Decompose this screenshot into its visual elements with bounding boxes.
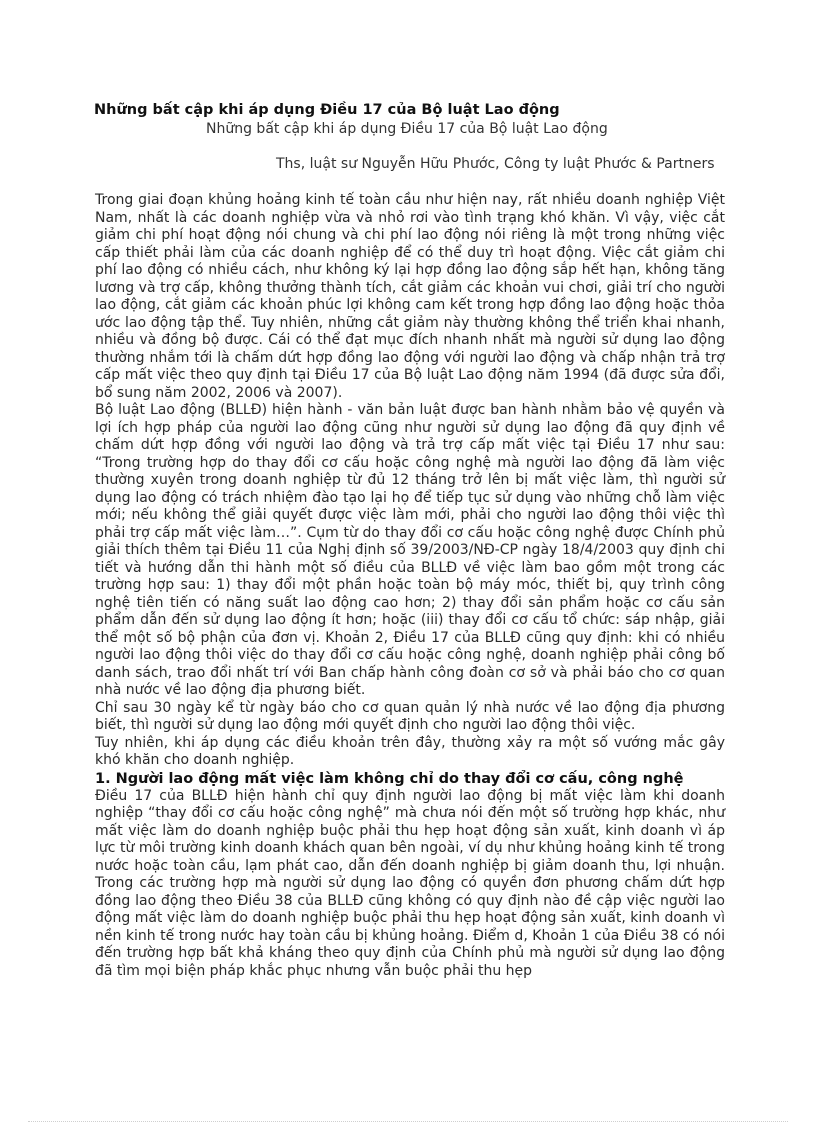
document-body (95, 192, 725, 980)
paragraph-issues: Tuy nhiên, khi áp dụng các điều khoản trên đây, thường xảy ra một số vướng mắc gây khó khăn cho doanh nghiệp. (95, 734, 725, 768)
document-subtitle: Những bất cập khi áp dụng Điều 17 của Bộ luật Lao động (206, 121, 608, 137)
paragraph-article-17: Bộ luật Lao động (BLLĐ) hiện hành - văn bản luật được ban hành nhằm bảo vệ quyền và lợi ích hợp pháp của người lao động cũng như người sử dụng lao động đã quy định về chấm dứt hợp đồng với người lao động và trả trợ cấp mất việc tại Điều 17 như sau: “Trong trường hợp do thay đổi cơ cấu hoặc công nghệ mà người lao động đã làm việc thường xuyên trong doanh nghiệp từ đủ 12 tháng trở lên bị mất việc làm, thì người sử dụng lao động có trách nhiệm đào tạo lại họ để tiếp tục sử dụng vào những chỗ làm việc mới; nếu không thể giải quyết được việc làm mới, phải cho người lao động thôi việc thì phải trợ cấp mất việc làm…”. Cụm từ do thay đổi cơ cấu hoặc công nghệ được Chính phủ giải thích thêm tại Điều 11 của Nghị định số 39/2003/NĐ-CP ngày 18/4/2003 quy định chi tiết và hướng dẫn thi hành một số điều của BLLĐ về việc làm bao gồm một trong các trường hợp sau: 1) thay đổi một phần hoặc toàn bộ máy móc, thiết bị, quy trình công nghệ tiên tiến có năng suất lao động cao hơn; 2) thay đổi sản phẩm hoặc cơ cấu sản phẩm dẫn đến sử dụng lao động ít hơn; hoặc (iii) thay đổi cơ cấu tổ chức: sáp nhập, giải thể một số bộ phận của đơn vị. Khoản 2, Điều 17 của BLLĐ cũng quy định: khi có nhiều người lao động thôi việc do thay đổi cơ cấu hoặc công nghệ, doanh nghiệp phải công bố danh sách, trao đổi nhất trí với Ban chấp hành công đoàn cơ sở và phải báo cho cơ quan nhà nước về lao động địa phương biết. (95, 402, 725, 698)
document-title: Những bất cập khi áp dụng Điều 17 của Bộ luật Lao động (94, 102, 560, 118)
section-heading: 1. Người lao động mất việc làm không chỉ do thay đổi cơ cấu, công nghệ (95, 770, 684, 787)
paragraph-intro: Trong giai đoạn khủng hoảng kinh tế toàn cầu như hiện nay, rất nhiều doanh nghiệp Việt Nam, nhất là các doanh nghiệp vừa và nhỏ rơi vào tình trạng khó khăn. Vì vậy, việc cắt giảm chi phí hoạt động nói chung và chi phí lao động nói riêng là một trong những việc cấp thiết phải làm của các doanh nghiệp để có thể duy trì hoạt động. Việc cắt giảm chi phí lao động có nhiều cách, như không ký lại hợp đồng lao động sắp hết hạn, không tăng lương và trợ cấp, không thưởng thành tích, cắt giảm các khoản vui chơi, giải trí cho người lao động, cắt giảm các khoản phúc lợi không cam kết trong hợp đồng lao động hoặc thỏa ước lao động tập thể. Tuy nhiên, những cắt giảm này thường không thể triển khai nhanh, nhiều và đồng bộ được. Cái có thể đạt mục đích nhanh nhất mà người sử dụng lao động thường nhắm tới là chấm dứt hợp đồng lao động với người lao động và chấp nhận trả trợ cấp mất việc theo quy định tại Điều 17 của Bộ luật Lao động năm 1994 (đã được sửa đổi, bổ sung năm 2002, 2006 và 2007). (95, 192, 725, 401)
page-bottom-divider (28, 1121, 788, 1122)
paragraph-section-1: Điều 17 của BLLĐ hiện hành chỉ quy định người lao động bị mất việc làm khi doanh nghiệp “thay đổi cơ cấu hoặc công nghệ” mà chưa nói đến một số trường hợp khác, như mất việc làm do doanh nghiệp buộc phải thu hẹp hoạt động sản xuất, kinh doanh vì áp lực từ môi trường kinh doanh khách quan bên ngoài, ví dụ như khủng hoảng kinh tế trong nước hoặc toàn cầu, lạm phát cao, dẫn đến doanh nghiệp bị giảm doanh thu, lợi nhuận. Trong các trường hợp mà người sử dụng lao động có quyền đơn phương chấm dứt hợp đồng lao động theo Điều 38 của BLLĐ cũng không có quy định nào đề cập việc người lao động mất việc làm do doanh nghiệp buộc phải thu hẹp hoạt động sản xuất, kinh doanh vì nền kinh tế trong nước hay toàn cầu bị khủng hoảng. Điểm d, Khoản 1 của Điều 38 có nói đến trường hợp bất khả kháng theo quy định của Chính phủ mà người sử dụng lao động đã tìm mọi biện pháp khắc phục nhưng vẫn buộc phải thu hẹp (95, 787, 725, 979)
author-line: Ths, luật sư Nguyễn Hữu Phước, Công ty luật Phước & Partners (276, 156, 715, 172)
paragraph-30-days: Chỉ sau 30 ngày kể từ ngày báo cho cơ quan quản lý nhà nước về lao động địa phương biết, thì người sử dụng lao động mới quyết định cho người lao động thôi việc. (95, 699, 725, 733)
